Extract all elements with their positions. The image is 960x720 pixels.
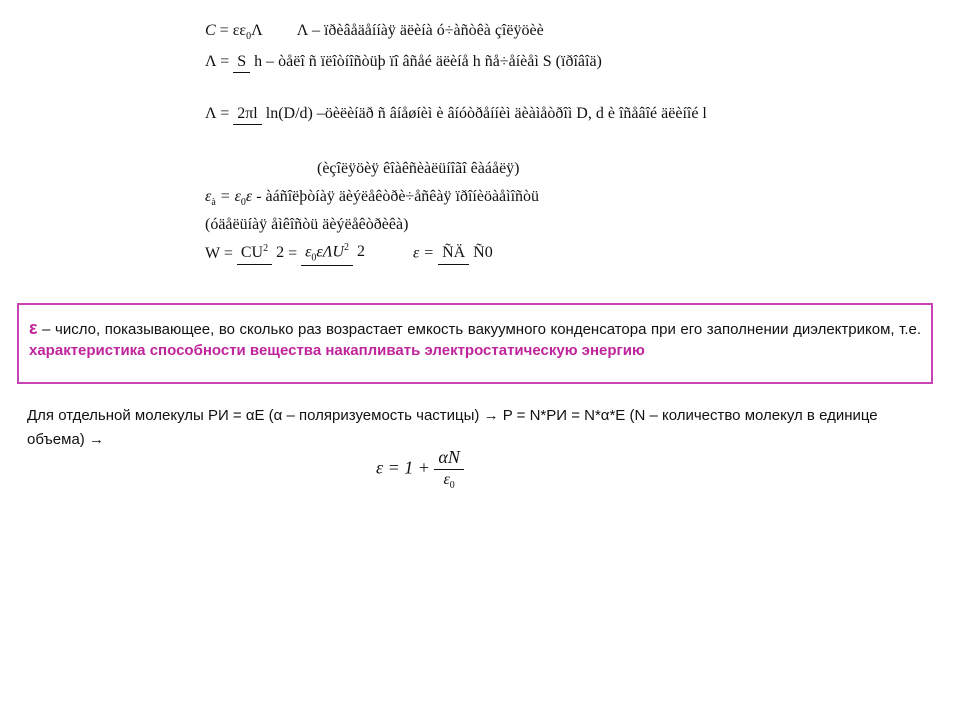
formula-symbol: C xyxy=(205,22,216,39)
definition-highlight: характеристика способности вещества накапливать электростатическую энергию xyxy=(29,342,645,359)
fraction-numerator: S xyxy=(233,53,250,73)
formula-energy xyxy=(205,242,493,266)
formula-capacitance xyxy=(205,22,544,42)
fraction-denominator: 2 xyxy=(356,243,365,261)
formula-note xyxy=(317,160,520,178)
epsilon-symbol: ε xyxy=(29,318,38,338)
formula-symbol: ε xyxy=(205,188,212,205)
fraction-numerator: $\varepsilon_0\varepsilon\Lambda U^2$ xyxy=(301,242,353,266)
formula-expr: = εε xyxy=(219,22,247,39)
formula-text: (èçîëÿöèÿ êîàêñèàëüíîãî êàáåëÿ) xyxy=(317,160,520,177)
formula-expr: Λ = xyxy=(205,105,230,123)
formula-sub: 0 xyxy=(240,197,246,209)
formula-expr: = xyxy=(288,244,298,262)
formula-text: – òåëî ñ ïëîòíîñòüþ ïî âñåé äëèíå h ñå÷åíèåì S (ïðîâîä) xyxy=(266,53,602,71)
formula-text: (óäåëüíàÿ åìêîñòü äèýëåêòðèêà) xyxy=(205,216,409,233)
fraction-numerator: $CU^2$ xyxy=(237,243,272,265)
formula-expr: W = xyxy=(205,244,233,262)
fraction-denominator: h xyxy=(254,53,263,70)
fraction-denominator: 2 xyxy=(276,244,285,262)
fraction-denominator: $\varepsilon_0$ xyxy=(443,470,455,491)
formula-text: - àáñîëþòíàÿ äèýëåêòðè÷åñêàÿ ïðîíèöàåìîñòü xyxy=(256,188,540,205)
fraction xyxy=(301,242,365,266)
formula-abs-permittivity xyxy=(205,188,539,208)
formula-note xyxy=(205,216,408,234)
fraction xyxy=(438,243,493,264)
fraction-numerator: ÑÄ xyxy=(438,244,469,264)
fraction xyxy=(233,104,313,125)
formula-sub: 0 xyxy=(246,31,252,43)
fraction-numerator: 2πl xyxy=(233,105,262,125)
formula-expr: ε = xyxy=(412,244,435,262)
formula-expr: Λ = xyxy=(205,53,230,71)
formula-expr: ε xyxy=(245,188,253,205)
definition-box xyxy=(17,303,933,384)
formula-expr: = ε xyxy=(219,188,241,205)
fraction-denominator: Ñ0 xyxy=(473,244,493,262)
fraction-numerator: αN xyxy=(434,447,463,470)
molecule-paragraph: Для отдельной молекулы PИ = αE (α – поляризуемость частицы) → P = N*PИ = N*α*E (N – количество молекул в единице объема) → xyxy=(27,407,878,448)
fraction xyxy=(237,243,284,265)
fraction xyxy=(233,52,262,73)
formula-expr: ε = 1 + xyxy=(376,457,430,478)
definition-text: – число, показывающее, во сколько раз возрастает емкость вакуумного конденсатора при его заполнении диэлектриком, т.е. xyxy=(37,321,921,338)
formula-lambda-cylinder xyxy=(205,104,707,125)
formula-expr: Λ xyxy=(251,22,263,39)
formula-sub: à xyxy=(211,197,216,209)
formula-text: –öèëèíäð ñ âíåøíèì è âíóòðåííèì äèàìåòðîì D, d è îñåâîé äëèíîé l xyxy=(316,105,707,123)
formula-text: Λ – ïðèâåäåííàÿ äëèíà ó÷àñòêà çîëÿöèè xyxy=(296,22,544,39)
formula-lambda-wire xyxy=(205,52,602,73)
fraction xyxy=(434,447,463,491)
final-formula xyxy=(376,447,464,491)
fraction-denominator: ln(D/d) xyxy=(265,105,313,122)
